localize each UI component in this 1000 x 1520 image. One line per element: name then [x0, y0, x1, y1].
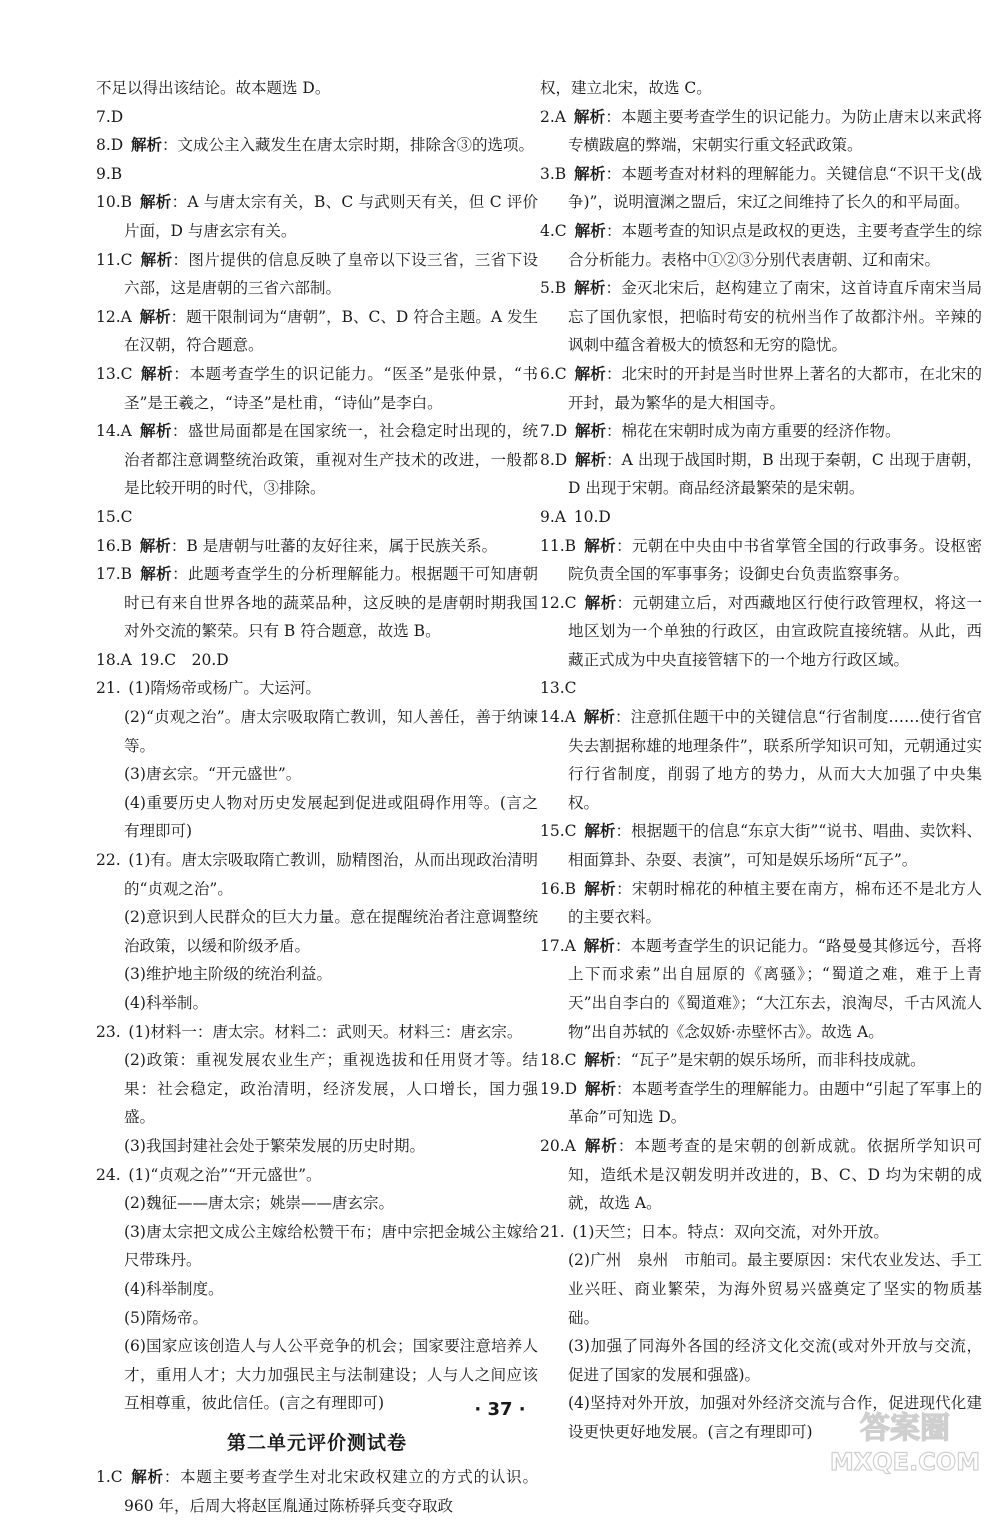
analysis-label: 解析: [139, 422, 172, 441]
analysis-label: 解析: [140, 250, 173, 269]
answer-text: (1)隋炀帝或杨广。大运河。: [128, 679, 321, 698]
answer-item: [540, 360, 982, 417]
answer-text: (2)意识到人民群众的巨大力量。意在提醒统治者注意调整统治政策，以缓和阶级矛盾。: [124, 908, 538, 955]
analysis-label: 解析: [130, 1467, 164, 1486]
answer-text: ：A 与唐太宗有关，B、C 与武则天有关，但 C 评价片面，D 与唐玄宗有关。: [124, 193, 538, 240]
left-column: [96, 74, 538, 1520]
answer-text: ：注意抓住题干中的关键信息“行省制度……使行省官失去割据称雄的地理条件”，联系所学知识可知，元朝通过实行行省制度，削弱了地方的势力，从而大大加强了中央集权。: [568, 708, 982, 812]
answer-number: 17.A: [540, 936, 576, 955]
answer-text: (2)魏征——唐太宗；姚崇——唐玄宗。: [124, 1194, 394, 1213]
answer-item: [96, 131, 538, 160]
answer-item: [96, 1189, 538, 1218]
analysis-label: 解析: [573, 107, 606, 126]
answer-number: 6.C: [540, 364, 567, 383]
answer-item: [96, 703, 538, 760]
answer-item: [96, 246, 538, 303]
answer-text: ：B 是唐朝与吐蕃的友好往来，属于民族关系。: [170, 536, 498, 555]
answer-item: [540, 674, 982, 703]
answer-text: 不足以得出该结论。故本题选 D。: [96, 79, 331, 97]
answer-item: [96, 989, 538, 1018]
answer-item: [96, 417, 538, 503]
answer-item: [540, 703, 982, 817]
answer-item: [96, 503, 538, 532]
answer-number: 24.: [96, 1165, 121, 1184]
answer-text: ：本题考查对材料的理解能力。关键信息“不识干戈(战争)”，说明澶渊之盟后，宋辽之间维持了长久的和平局面。: [568, 164, 982, 212]
answer-number: 13.C: [96, 364, 133, 383]
analysis-label: 解析: [583, 536, 617, 555]
answer-item: [96, 1463, 538, 1520]
answer-number: 8.D: [540, 450, 568, 469]
answer-item: [96, 532, 538, 561]
answer-item: [540, 1332, 982, 1389]
answer-item: [540, 1218, 982, 1247]
answer-item: [96, 1018, 538, 1047]
answer-number: 15.C: [540, 822, 577, 841]
analysis-label: 解析: [583, 1136, 618, 1155]
answer-text: ：根据题干的信息“东京大街”“说书、唱曲、卖饮料、相面算卦、杂耍、表演”，可知是娱乐场所“瓦子”。: [568, 822, 982, 870]
answer-text: (6)国家应该创造人与人公平竞争的机会；国家要注意培养人才，重用人才；大力加强民主与法制建设；人与人之间应该互相尊重，彼此信任。(言之有理即可): [124, 1337, 538, 1413]
answer-item: [540, 1246, 982, 1332]
answer-number: 19.D: [540, 1079, 578, 1098]
answer-text: (1)有。唐太宗吸取隋亡教训，励精图治，从而出现政治清明的“贞观之治”。: [124, 851, 538, 898]
answer-item: [96, 360, 538, 417]
answer-item: [96, 1218, 538, 1275]
answer-item: [540, 74, 982, 103]
answer-item: [540, 103, 982, 160]
answer-text: 10.D: [573, 507, 611, 526]
answer-number: 13.C: [540, 679, 577, 698]
answer-number: 20.A: [540, 1136, 576, 1155]
answer-item: [96, 960, 538, 989]
analysis-label: 解析: [584, 822, 616, 841]
answer-item: [96, 1132, 538, 1161]
answer-text: (4)重要历史人物对历史发展起到促进或阻碍作用等。(言之有理即可): [124, 793, 538, 841]
answer-item: [96, 789, 538, 846]
answer-number: 22.: [96, 851, 121, 870]
answer-item: [96, 188, 538, 245]
answer-text: (1)材料一：唐太宗。材料二：武则天。材料三：唐玄宗。: [128, 1022, 523, 1041]
answer-number: 21.: [540, 1222, 565, 1241]
answer-text: (1)“贞观之治”“开元盛世”。: [128, 1165, 322, 1184]
answer-number: 14.A: [96, 422, 132, 441]
answer-number: 2.A: [540, 107, 566, 126]
answer-text: (3)我国封建社会处于繁荣发展的历史时期。: [124, 1136, 425, 1155]
answer-item: [540, 589, 982, 675]
analysis-label: 解析: [130, 136, 162, 155]
answer-text: ：A 出现于战国时期，B 出现于秦朝，C 出现于唐朝，D 出现于宋朝。商品经济最繁荣的是宋朝。: [568, 450, 982, 498]
answer-item: [540, 503, 982, 532]
answer-text: (3)维护地主阶级的统治利益。: [124, 965, 332, 984]
answer-item: [96, 160, 538, 189]
answer-text: ：盛世局面都是在国家统一，社会稳定时出现的，统治者都注意调整统治政策，重视对生产技术的改进，一般都是比较开明的时代，③排除。: [124, 422, 538, 498]
answer-text: ：棉花在宋朝时成为南方重要的经济作物。: [605, 422, 901, 441]
answer-number: 18.C: [540, 1051, 577, 1070]
answer-text: (4)科举制度。: [124, 1279, 224, 1298]
answer-item: [540, 1075, 982, 1132]
analysis-label: 解析: [574, 422, 606, 441]
answer-text: ：本题主要考查学生的识记能力。为防止唐末以来武将专横跋扈的弊端，宋朝实行重文轻武政策。: [568, 107, 982, 155]
answer-text: ：此题考查学生的分析理解能力。根据题干可知唐朝时已有来自世界各地的蔬菜品种，这反映的是唐朝时期我国对外交流的繁荣。只有 B 符合题意，故选 B。: [124, 565, 538, 641]
answer-number: 9.A: [540, 507, 566, 526]
answer-item: [540, 160, 982, 217]
answer-item: [96, 646, 538, 675]
answer-number: 11.C: [96, 250, 133, 269]
watermark-logo: [820, 1400, 990, 1480]
answer-text: ：本题考查学生的理解能力。由题中“引起了军事上的革命”可知选 D。: [568, 1079, 982, 1127]
answer-text: ：本题考查的知识点是政权的更迭，主要考查学生的综合分析能力。表格中①②③分别代表唐朝、辽和南宋。: [568, 221, 982, 269]
analysis-label: 解析: [139, 565, 173, 584]
answer-item: [540, 446, 982, 503]
answer-item: [540, 1132, 982, 1218]
answer-item: [540, 532, 982, 589]
analysis-label: 解析: [574, 221, 606, 240]
answer-number: 14.A: [540, 708, 576, 727]
answer-text: (1)天竺；日本。特点：双向交流，对外开放。: [572, 1222, 889, 1241]
answer-number: 8.D: [96, 136, 124, 155]
analysis-label: 解析: [583, 708, 615, 727]
answer-item: [96, 1161, 538, 1190]
section-title: 第二单元评价测试卷: [226, 1431, 407, 1454]
answer-text: ：题干限制词为“唐朝”，B、C、D 符合主题。A 发生在汉朝，符合题意。: [124, 307, 538, 355]
answer-number: 5.B: [540, 279, 567, 298]
answer-item: [96, 560, 538, 646]
answer-item: [96, 74, 538, 103]
analysis-label: 解析: [574, 450, 607, 469]
answer-item: [540, 274, 982, 360]
answer-item: [540, 875, 982, 932]
analysis-label: 解析: [574, 364, 606, 383]
answer-item: [540, 417, 982, 446]
analysis-label: 解析: [584, 593, 617, 612]
analysis-label: 解析: [139, 307, 171, 326]
answer-text: ：本题考查学生的识记能力。“路曼曼其修远兮，吾将上下而求索”出自屈原的《离骚》；“蜀道之难，难于上青天”出自李白的《蜀道难》；“大江东去，浪淘尽，千古风流人物”出自苏轼的《念奴娇·赤壁怀古》。故选 A。: [568, 936, 982, 1041]
answer-number: 1.C: [96, 1467, 123, 1486]
answer-text: (3)唐玄宗。“开元盛世”。: [124, 765, 302, 784]
answer-number: 7.D: [96, 107, 124, 126]
answer-item: [540, 932, 982, 1046]
answer-text: (2)广州 泉州 市舶司。最主要原因：宋代农业发达、手工业兴旺、商业繁荣，为海外贸易兴盛奠定了坚实的物质基础。: [568, 1251, 982, 1327]
answer-text: ：图片提供的信息反映了皇帝以下设三省，三省下设六部，这是唐朝的三省六部制。: [124, 250, 538, 298]
answer-text: ：元朝建立后，对西藏地区行使行政管理权，将这一地区划为一个单独的行政区，由宣政院直接统辖。从此，西藏正式成为中央直接管辖下的一个地方行政区域。: [568, 593, 982, 669]
answer-number: 4.C: [540, 221, 567, 240]
answer-text: (3)加强了同海外各国的经济文化交流(或对外开放与交流，促进了国家的发展和强盛)。: [568, 1337, 982, 1384]
analysis-label: 解析: [140, 364, 174, 383]
answer-item: [96, 846, 538, 903]
answer-text: 权，建立北宋，故选 C。: [540, 79, 712, 97]
answer-item: [96, 674, 538, 703]
answer-text: ：金灭北宋后，赵构建立了南宋，这首诗直斥南宋当局忘了国仇家恨，把临时苟安的杭州当作了故都汴州。辛辣的讽刺中蕴含着极大的愤怒和无穷的隐忧。: [568, 279, 982, 355]
answer-number: 10.B: [96, 193, 133, 212]
analysis-label: 解析: [139, 536, 171, 555]
answer-item: [540, 817, 982, 874]
answer-number: 16.B: [540, 879, 577, 898]
answer-number: 9.B: [96, 164, 123, 183]
answer-number: 7.D: [540, 422, 568, 441]
answer-number: 3.B: [540, 164, 567, 183]
answer-item: [96, 1304, 538, 1333]
answer-text: ：本题考查的是宋朝的创新成就。依据所学知识可知，造纸术是汉朝发明并改进的，B、C、D 均为宋朝的成就，故选 A。: [568, 1136, 982, 1213]
answer-text: (4)科举制。: [124, 994, 208, 1012]
answer-text: (4)坚持对外开放，加强对外经济交流与合作，促进现代化建设更快更好地发展。(言之有理即可): [568, 1394, 982, 1441]
analysis-label: 解析: [573, 279, 606, 298]
answer-item: [96, 103, 538, 132]
answer-number: 17.B: [96, 565, 133, 584]
answer-number: 12.C: [540, 593, 577, 612]
answer-text: 19.C 20.D: [139, 650, 229, 669]
page-number: · 37 ·: [474, 1399, 526, 1420]
answer-text: ：本题考查学生的识记能力。“医圣”是张仲景，“书圣”是王羲之，“诗圣”是杜甫，“诗仙”是李白。: [124, 364, 538, 412]
answer-number: 16.B: [96, 536, 133, 555]
answer-text: (3)唐太宗把文成公主嫁给松赞干布；唐中宗把金城公主嫁给尺带珠丹。: [124, 1222, 538, 1270]
answer-text: ：本题主要考查学生对北宋政权建立的方式的认识。960 年，后周大将赵匡胤通过陈桥驿兵变夺取政: [124, 1467, 538, 1515]
answer-number: 12.A: [96, 307, 132, 326]
watermark-top-text: 答案圈: [860, 1411, 950, 1446]
answer-item: [96, 760, 538, 789]
analysis-label: 解析: [139, 193, 172, 212]
answer-number: 18.A: [96, 650, 132, 669]
analysis-label: 解析: [583, 936, 615, 955]
watermark-bottom-text: MXQE.COM: [829, 1448, 981, 1476]
answer-text: (5)隋炀帝。: [124, 1308, 208, 1327]
right-column: [540, 74, 982, 1447]
answer-text: ：“瓦子”是宋朝的娱乐场所，而非科技成就。: [615, 1051, 926, 1070]
analysis-label: 解析: [573, 164, 606, 183]
answer-item: [540, 217, 982, 274]
answer-number: 21.: [96, 679, 121, 698]
answer-text: (2)政策：重视发展农业生产；重视选拔和任用贤才等。结果：社会稳定，政治清明，经济发展，人口增长，国力强盛。: [124, 1051, 538, 1127]
answer-number: 15.C: [96, 507, 133, 526]
answer-text: ：文成公主入藏发生在唐太宗时期，排除含③的选项。: [161, 136, 534, 155]
answer-number: 11.B: [540, 536, 577, 555]
answer-number: 23.: [96, 1022, 121, 1041]
answer-item: [96, 903, 538, 960]
answer-text: ：元朝在中央由中书省掌管全国的行政事务。设枢密院负责全国的军事事务；设御史台负责监察事务。: [568, 536, 982, 584]
answer-item: [96, 1046, 538, 1132]
answer-item: [96, 1275, 538, 1304]
answer-text: (2)“贞观之治”。唐太宗吸取隋亡教训，知人善任，善于纳谏等。: [124, 708, 538, 755]
analysis-label: 解析: [584, 1079, 617, 1098]
answer-text: ：宋朝时棉花的种植主要在南方，棉布还不是北方人的主要衣料。: [568, 879, 982, 927]
answer-item: [540, 1046, 982, 1075]
answer-text: ：北宋时的开封是当时世界上著名的大都市，在北宋的开封，最为繁华的是大相国寺。: [568, 364, 982, 412]
analysis-label: 解析: [583, 879, 617, 898]
analysis-label: 解析: [584, 1051, 616, 1070]
answer-item: [96, 303, 538, 360]
